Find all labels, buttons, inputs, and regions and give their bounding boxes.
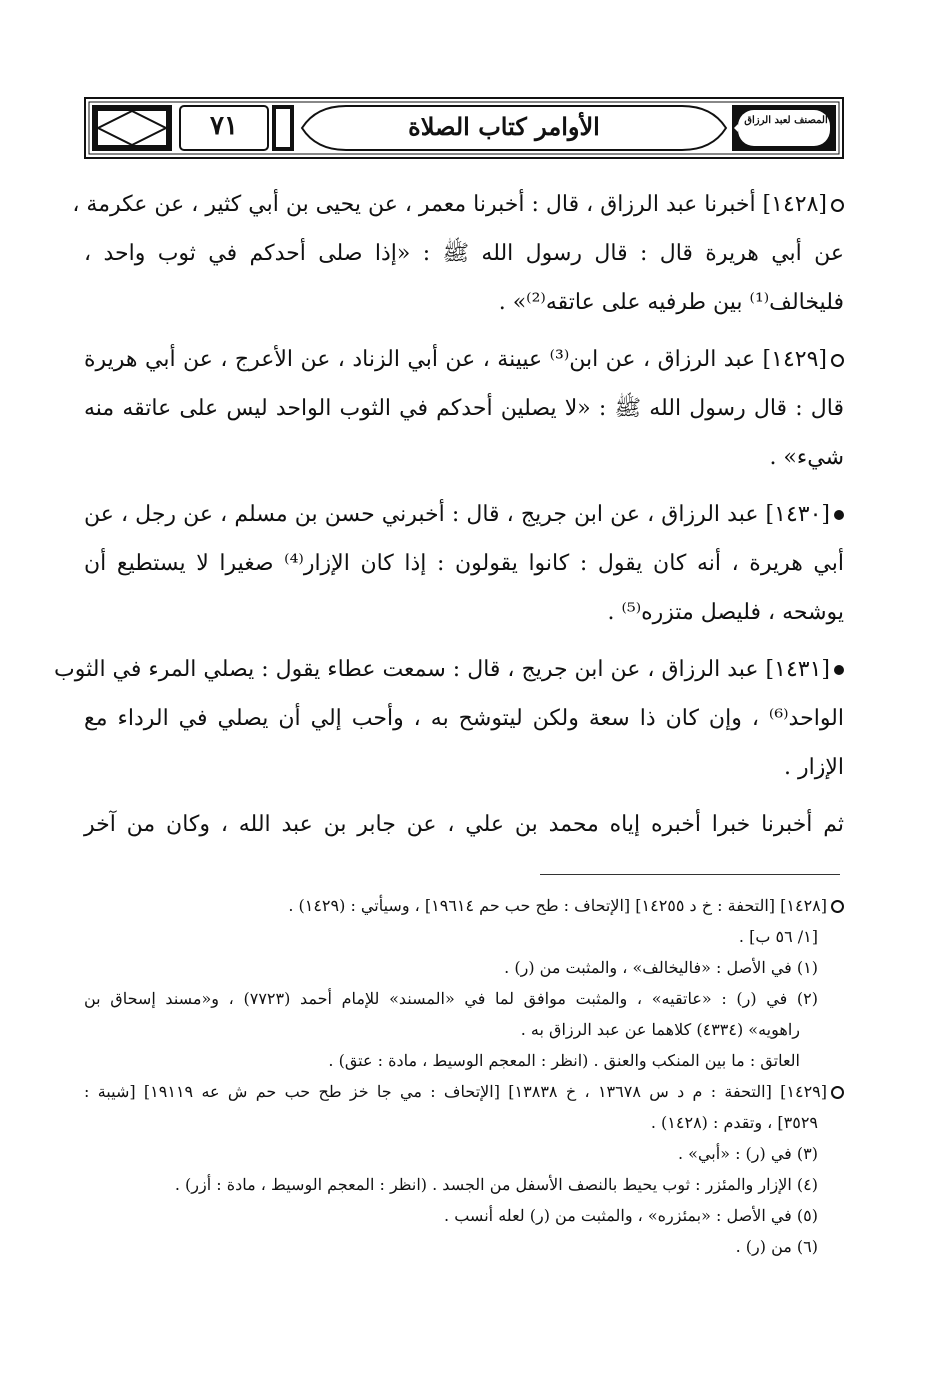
hadith-1429 <box>84 335 844 482</box>
footnote-line: (١) في الأصل : «فاليخالف» ، والمثبت من (ر) . <box>504 958 818 977</box>
hollow-circle-marker <box>831 354 844 367</box>
hadith-line: شيء» . <box>769 445 844 470</box>
footnote-line: [١٤٢٨] [التحفة : خ د ١٤٢٥٥] [الإتحاف : طح حب حم ١٩٦١٤] ، وسيأتي : (١٤٢٩) . <box>288 896 827 915</box>
hadith-line: عن أبي هريرة قال : قال رسول الله ﷺ : «إذا صلى أحدكم في ثوب واحد ، <box>84 241 844 266</box>
hadith-line: يوشحه ، فليصل متزره⁽⁵⁾ . <box>607 600 844 625</box>
hadith-line: [١٤٢٨] أخبرنا عبد الرزاق ، قال : أخبرنا معمر ، عن يحيى بن أبي كثير ، عن عكرمة ، <box>72 192 827 217</box>
book-logo: المصنف لعبد الرزاق <box>744 115 828 126</box>
hollow-circle-marker <box>831 1086 844 1099</box>
solid-circle-marker <box>834 665 844 675</box>
footnote-line: (٢) في (ر) : «عاتقيه» ، والمثبت موافق لما في «المسند» للإمام أحمد (٧٧٢٣) ، و«مسند إسحاق بن <box>84 989 819 1008</box>
footnotes <box>84 890 844 1262</box>
hadith-line: الواحد⁽⁶⁾ ، وإن كان ذا سعة ولكن ليتوشح به ، وأحب إلي أن يصلي في الرداء مع <box>84 706 844 731</box>
footnote-line: راهويه» (٤٣٣٤) كلاهما عن عبد الرزاق به . <box>520 1020 800 1039</box>
footnote-line: العاتق : ما بين المنكب والعنق . (انظر : المعجم الوسيط ، مادة : عتق) . <box>328 1051 800 1070</box>
footnote-line: [١/ ٥٦ ب] . <box>738 927 818 946</box>
hadith-line: قال : قال رسول الله ﷺ : «لا يصلين أحدكم في الثوب الواحد ليس على عاتقه منه <box>84 396 844 421</box>
continuation-paragraph <box>84 800 844 849</box>
hadith-1428 <box>72 180 844 327</box>
footnote-line: (٥) في الأصل : «بمئزره» ، والمثبت من (ر) لعله أنسب . <box>444 1206 818 1225</box>
hadith-line: الإزار . <box>783 755 844 780</box>
footnote-line: (٦) من (ر) . <box>735 1237 818 1256</box>
footnote-line: (٣) في (ر) : «أبي» . <box>678 1144 818 1163</box>
page-number: ٧١ <box>210 111 238 141</box>
hadith-line: [١٤٣١] عبد الرزاق ، عن ابن جريج ، قال : سمعت عطاء يقول : يصلي المرء في الثوب <box>54 657 830 682</box>
footnote-line: (٤) الإزار والمئزر : ثوب يحيط بالنصف الأسفل من الجسد . (انظر : المعجم الوسيط ، مادة : أزر) . <box>174 1175 818 1194</box>
running-title: الأوامر كتاب الصلاة <box>408 112 600 141</box>
hadith-line: أبي هريرة ، أنه كان يقول : كانوا يقولون : إذا كان الإزار⁽⁴⁾ صغيرا لا يستطيع أن <box>84 551 844 576</box>
footnote-line: ٣٥٢٩] ، وتقدم : (١٤٢٨) . <box>650 1113 818 1132</box>
hadith-line: ثم أخبرنا خبرا أخبره إياه محمد بن علي ، عن جابر بن عبد الله ، وكان من آخر <box>84 812 844 837</box>
hadith-1430 <box>84 490 844 637</box>
hadith-1431 <box>54 645 844 792</box>
footnote-separator <box>540 874 840 875</box>
hadith-line: فليخالف⁽¹⁾ بين طرفيه على عاتقه⁽²⁾» . <box>498 290 844 315</box>
hadith-line: [١٤٢٩] عبد الرزاق ، عن ابن⁽³⁾ عيينة ، عن أبي الزناد ، عن الأعرج ، عن أبي هريرة <box>84 347 827 372</box>
main-text <box>54 180 844 857</box>
solid-circle-marker <box>834 510 844 520</box>
footnote-line: [١٤٢٩] [التحفة : م د س ١٣٦٧٨ ، خ ١٣٨٣٨] [الإتحاف : مي جا خز طح حب حم ش عه ١٩١١٩] [شيبة : <box>84 1082 828 1101</box>
page-header <box>84 97 844 159</box>
hollow-circle-marker <box>831 199 844 212</box>
hadith-line: [١٤٣٠] عبد الرزاق ، عن ابن جريج ، قال : أخبرني حسن بن مسلم ، عن رجل ، عن <box>84 502 830 527</box>
hollow-circle-marker <box>831 900 844 913</box>
